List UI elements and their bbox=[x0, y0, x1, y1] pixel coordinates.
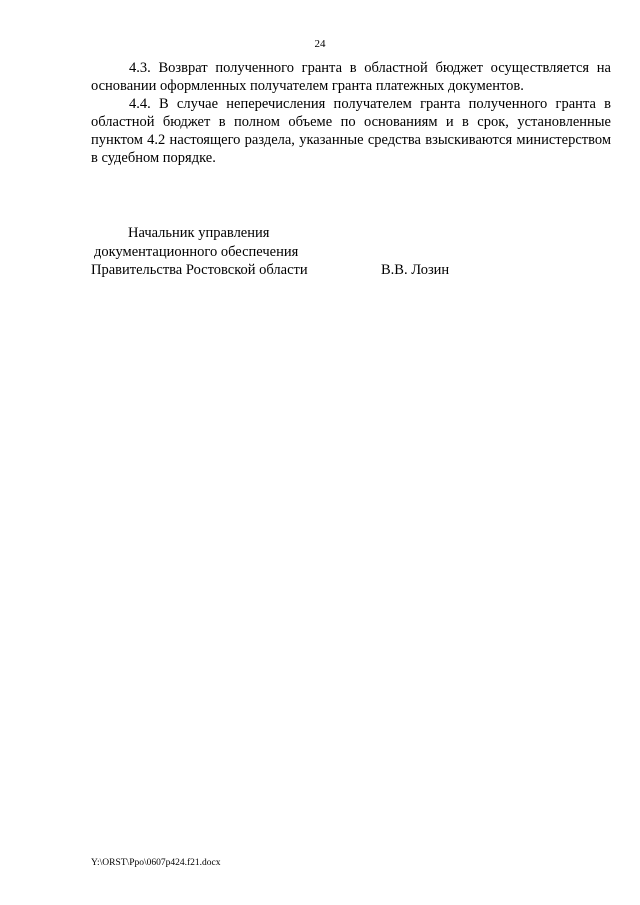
signatory-title-line-3: Правительства Ростовской области bbox=[91, 262, 308, 278]
signatory-title-row bbox=[91, 261, 449, 280]
footer-file-path: Y:\ORST\Ppo\0607p424.f21.docx bbox=[91, 858, 221, 868]
signatory-name: В.В. Лозин bbox=[381, 262, 450, 278]
signatory-title-line-2: документационного обеспечения bbox=[94, 243, 299, 260]
document-body bbox=[91, 59, 611, 167]
page-number: 24 bbox=[314, 38, 326, 50]
signatory-title-line-1: Начальник управления bbox=[128, 225, 270, 241]
paragraph-4-3: 4.3. Возврат полученного гранта в областной бюджет осуществляется на основании оформленных получателем гранта платежных документов. bbox=[91, 60, 611, 94]
signature-block bbox=[91, 224, 449, 280]
paragraph-4-4: 4.4. В случае неперечисления получателем гранта полученного гранта в областной бюджет в полном объеме по основаниям и в срок, установленные пунктом 4.2 настоящего раздела, указанные средства взыскиваются министерством в судебном порядке. bbox=[91, 96, 611, 166]
